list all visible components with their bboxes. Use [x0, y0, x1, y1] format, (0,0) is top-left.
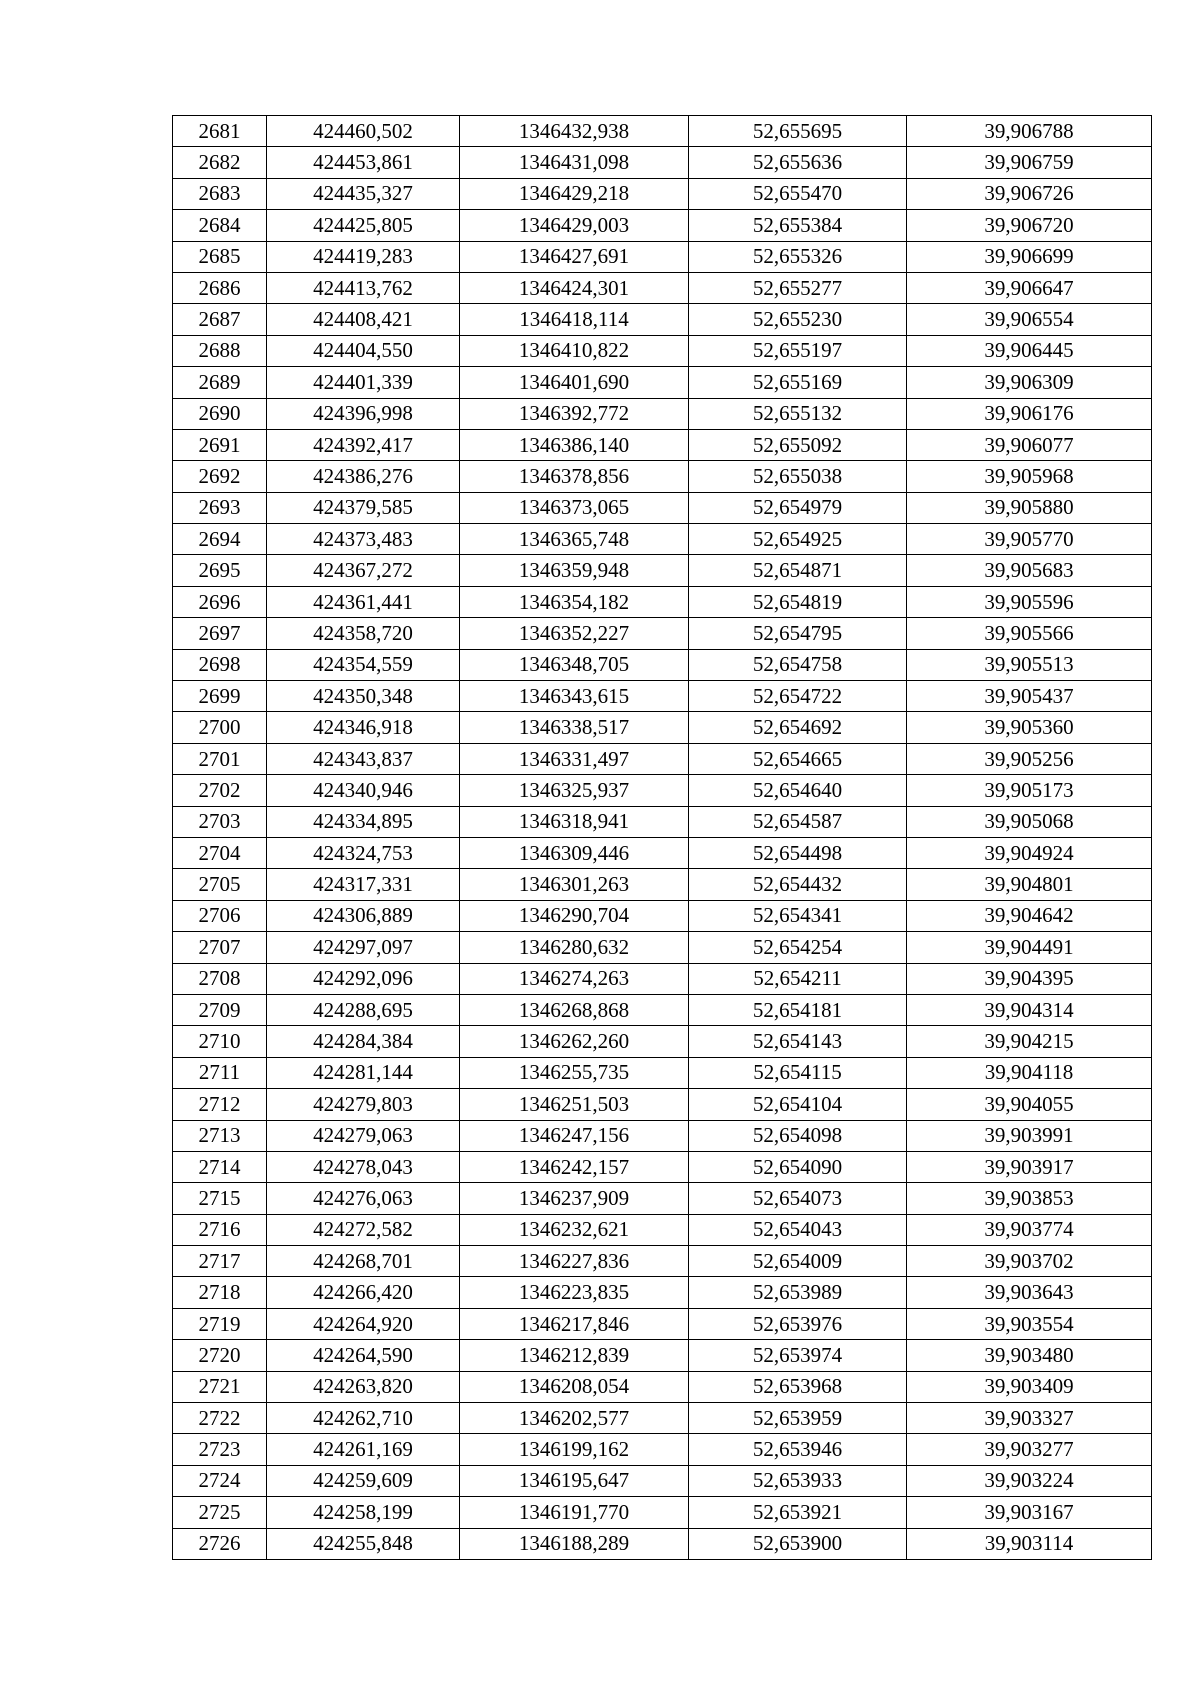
- table-row: [173, 837, 1152, 868]
- point-number-cell: 2685: [173, 241, 267, 272]
- y-coordinate-cell: 1346188,289: [460, 1528, 689, 1559]
- x-coordinate-cell: 424379,585: [267, 492, 460, 523]
- latitude-cell: 52,653959: [689, 1403, 907, 1434]
- y-coordinate-cell: 1346386,140: [460, 429, 689, 460]
- longitude-cell: 39,905068: [907, 806, 1152, 837]
- x-coordinate-cell: 424276,063: [267, 1183, 460, 1214]
- table-row: [173, 367, 1152, 398]
- latitude-cell: 52,654871: [689, 555, 907, 586]
- y-coordinate-cell: 1346338,517: [460, 712, 689, 743]
- point-number-cell: 2706: [173, 900, 267, 931]
- table-row: [173, 429, 1152, 460]
- y-coordinate-cell: 1346373,065: [460, 492, 689, 523]
- point-number-cell: 2681: [173, 116, 267, 147]
- table-row: [173, 900, 1152, 931]
- table-row: [173, 1434, 1152, 1465]
- longitude-cell: 39,904642: [907, 900, 1152, 931]
- point-number-cell: 2695: [173, 555, 267, 586]
- x-coordinate-cell: 424386,276: [267, 461, 460, 492]
- y-coordinate-cell: 1346429,218: [460, 178, 689, 209]
- longitude-cell: 39,905360: [907, 712, 1152, 743]
- point-number-cell: 2683: [173, 178, 267, 209]
- table-row: [173, 461, 1152, 492]
- point-number-cell: 2710: [173, 1026, 267, 1057]
- longitude-cell: 39,903917: [907, 1151, 1152, 1182]
- latitude-cell: 52,653989: [689, 1277, 907, 1308]
- longitude-cell: 39,905566: [907, 618, 1152, 649]
- y-coordinate-cell: 1346432,938: [460, 116, 689, 147]
- latitude-cell: 52,654587: [689, 806, 907, 837]
- x-coordinate-cell: 424288,695: [267, 994, 460, 1025]
- y-coordinate-cell: 1346354,182: [460, 586, 689, 617]
- table-row: [173, 806, 1152, 837]
- x-coordinate-cell: 424292,096: [267, 963, 460, 994]
- y-coordinate-cell: 1346429,003: [460, 210, 689, 241]
- x-coordinate-cell: 424425,805: [267, 210, 460, 241]
- latitude-cell: 52,653976: [689, 1308, 907, 1339]
- point-number-cell: 2705: [173, 869, 267, 900]
- point-number-cell: 2684: [173, 210, 267, 241]
- longitude-cell: 39,903409: [907, 1371, 1152, 1402]
- point-number-cell: 2721: [173, 1371, 267, 1402]
- x-coordinate-cell: 424297,097: [267, 932, 460, 963]
- table-row: [173, 1371, 1152, 1402]
- y-coordinate-cell: 1346242,157: [460, 1151, 689, 1182]
- x-coordinate-cell: 424259,609: [267, 1465, 460, 1496]
- latitude-cell: 52,655636: [689, 147, 907, 178]
- x-coordinate-cell: 424373,483: [267, 524, 460, 555]
- x-coordinate-cell: 424460,502: [267, 116, 460, 147]
- y-coordinate-cell: 1346199,162: [460, 1434, 689, 1465]
- latitude-cell: 52,655326: [689, 241, 907, 272]
- latitude-cell: 52,654143: [689, 1026, 907, 1057]
- y-coordinate-cell: 1346410,822: [460, 335, 689, 366]
- y-coordinate-cell: 1346301,263: [460, 869, 689, 900]
- latitude-cell: 52,655092: [689, 429, 907, 460]
- y-coordinate-cell: 1346217,846: [460, 1308, 689, 1339]
- point-number-cell: 2712: [173, 1089, 267, 1120]
- y-coordinate-cell: 1346247,156: [460, 1120, 689, 1151]
- y-coordinate-cell: 1346359,948: [460, 555, 689, 586]
- table-row: [173, 1246, 1152, 1277]
- x-coordinate-cell: 424408,421: [267, 304, 460, 335]
- y-coordinate-cell: 1346331,497: [460, 743, 689, 774]
- y-coordinate-cell: 1346191,770: [460, 1497, 689, 1528]
- coordinates-table: [172, 115, 1152, 1560]
- longitude-cell: 39,904215: [907, 1026, 1152, 1057]
- table-row: [173, 492, 1152, 523]
- latitude-cell: 52,654819: [689, 586, 907, 617]
- table-row: [173, 1183, 1152, 1214]
- longitude-cell: 39,903774: [907, 1214, 1152, 1245]
- point-number-cell: 2719: [173, 1308, 267, 1339]
- longitude-cell: 39,906759: [907, 147, 1152, 178]
- longitude-cell: 39,906720: [907, 210, 1152, 241]
- latitude-cell: 52,655277: [689, 272, 907, 303]
- y-coordinate-cell: 1346212,839: [460, 1340, 689, 1371]
- coordinates-table-body: [173, 116, 1152, 1560]
- table-row: [173, 555, 1152, 586]
- x-coordinate-cell: 424281,144: [267, 1057, 460, 1088]
- longitude-cell: 39,904055: [907, 1089, 1152, 1120]
- point-number-cell: 2692: [173, 461, 267, 492]
- x-coordinate-cell: 424361,441: [267, 586, 460, 617]
- x-coordinate-cell: 424264,920: [267, 1308, 460, 1339]
- longitude-cell: 39,903327: [907, 1403, 1152, 1434]
- x-coordinate-cell: 424396,998: [267, 398, 460, 429]
- point-number-cell: 2713: [173, 1120, 267, 1151]
- longitude-cell: 39,904395: [907, 963, 1152, 994]
- latitude-cell: 52,654341: [689, 900, 907, 931]
- y-coordinate-cell: 1346343,615: [460, 681, 689, 712]
- longitude-cell: 39,905513: [907, 649, 1152, 680]
- table-row: [173, 775, 1152, 806]
- latitude-cell: 52,654043: [689, 1214, 907, 1245]
- latitude-cell: 52,654254: [689, 932, 907, 963]
- point-number-cell: 2704: [173, 837, 267, 868]
- point-number-cell: 2714: [173, 1151, 267, 1182]
- latitude-cell: 52,655230: [689, 304, 907, 335]
- longitude-cell: 39,905880: [907, 492, 1152, 523]
- x-coordinate-cell: 424266,420: [267, 1277, 460, 1308]
- y-coordinate-cell: 1346318,941: [460, 806, 689, 837]
- y-coordinate-cell: 1346274,263: [460, 963, 689, 994]
- longitude-cell: 39,906647: [907, 272, 1152, 303]
- longitude-cell: 39,905770: [907, 524, 1152, 555]
- y-coordinate-cell: 1346268,868: [460, 994, 689, 1025]
- point-number-cell: 2709: [173, 994, 267, 1025]
- point-number-cell: 2699: [173, 681, 267, 712]
- longitude-cell: 39,903991: [907, 1120, 1152, 1151]
- point-number-cell: 2717: [173, 1246, 267, 1277]
- x-coordinate-cell: 424401,339: [267, 367, 460, 398]
- longitude-cell: 39,906554: [907, 304, 1152, 335]
- longitude-cell: 39,905683: [907, 555, 1152, 586]
- table-row: [173, 586, 1152, 617]
- latitude-cell: 52,655038: [689, 461, 907, 492]
- y-coordinate-cell: 1346401,690: [460, 367, 689, 398]
- table-row: [173, 304, 1152, 335]
- latitude-cell: 52,654211: [689, 963, 907, 994]
- point-number-cell: 2694: [173, 524, 267, 555]
- point-number-cell: 2687: [173, 304, 267, 335]
- table-row: [173, 524, 1152, 555]
- table-row: [173, 932, 1152, 963]
- longitude-cell: 39,904118: [907, 1057, 1152, 1088]
- x-coordinate-cell: 424284,384: [267, 1026, 460, 1057]
- point-number-cell: 2720: [173, 1340, 267, 1371]
- latitude-cell: 52,654758: [689, 649, 907, 680]
- point-number-cell: 2703: [173, 806, 267, 837]
- longitude-cell: 39,906077: [907, 429, 1152, 460]
- latitude-cell: 52,653900: [689, 1528, 907, 1559]
- latitude-cell: 52,655197: [689, 335, 907, 366]
- latitude-cell: 52,654795: [689, 618, 907, 649]
- latitude-cell: 52,655384: [689, 210, 907, 241]
- longitude-cell: 39,903554: [907, 1308, 1152, 1339]
- longitude-cell: 39,905256: [907, 743, 1152, 774]
- point-number-cell: 2693: [173, 492, 267, 523]
- longitude-cell: 39,903480: [907, 1340, 1152, 1371]
- longitude-cell: 39,904801: [907, 869, 1152, 900]
- longitude-cell: 39,903643: [907, 1277, 1152, 1308]
- point-number-cell: 2698: [173, 649, 267, 680]
- x-coordinate-cell: 424258,199: [267, 1497, 460, 1528]
- y-coordinate-cell: 1346202,577: [460, 1403, 689, 1434]
- longitude-cell: 39,905596: [907, 586, 1152, 617]
- table-row: [173, 618, 1152, 649]
- latitude-cell: 52,654432: [689, 869, 907, 900]
- latitude-cell: 52,654925: [689, 524, 907, 555]
- table-row: [173, 1089, 1152, 1120]
- table-row: [173, 1057, 1152, 1088]
- point-number-cell: 2726: [173, 1528, 267, 1559]
- table-row: [173, 649, 1152, 680]
- latitude-cell: 52,653921: [689, 1497, 907, 1528]
- point-number-cell: 2696: [173, 586, 267, 617]
- latitude-cell: 52,655132: [689, 398, 907, 429]
- x-coordinate-cell: 424453,861: [267, 147, 460, 178]
- x-coordinate-cell: 424279,063: [267, 1120, 460, 1151]
- table-row: [173, 712, 1152, 743]
- x-coordinate-cell: 424261,169: [267, 1434, 460, 1465]
- latitude-cell: 52,655695: [689, 116, 907, 147]
- latitude-cell: 52,653933: [689, 1465, 907, 1496]
- x-coordinate-cell: 424392,417: [267, 429, 460, 460]
- longitude-cell: 39,906309: [907, 367, 1152, 398]
- longitude-cell: 39,905968: [907, 461, 1152, 492]
- point-number-cell: 2682: [173, 147, 267, 178]
- x-coordinate-cell: 424419,283: [267, 241, 460, 272]
- x-coordinate-cell: 424264,590: [267, 1340, 460, 1371]
- point-number-cell: 2700: [173, 712, 267, 743]
- x-coordinate-cell: 424404,550: [267, 335, 460, 366]
- y-coordinate-cell: 1346237,909: [460, 1183, 689, 1214]
- latitude-cell: 52,654498: [689, 837, 907, 868]
- latitude-cell: 52,654104: [689, 1089, 907, 1120]
- latitude-cell: 52,654009: [689, 1246, 907, 1277]
- latitude-cell: 52,653968: [689, 1371, 907, 1402]
- table-row: [173, 1277, 1152, 1308]
- table-row: [173, 1528, 1152, 1559]
- longitude-cell: 39,904491: [907, 932, 1152, 963]
- y-coordinate-cell: 1346431,098: [460, 147, 689, 178]
- longitude-cell: 39,905437: [907, 681, 1152, 712]
- table-row: [173, 743, 1152, 774]
- longitude-cell: 39,904314: [907, 994, 1152, 1025]
- y-coordinate-cell: 1346365,748: [460, 524, 689, 555]
- longitude-cell: 39,905173: [907, 775, 1152, 806]
- longitude-cell: 39,903702: [907, 1246, 1152, 1277]
- x-coordinate-cell: 424367,272: [267, 555, 460, 586]
- y-coordinate-cell: 1346352,227: [460, 618, 689, 649]
- x-coordinate-cell: 424340,946: [267, 775, 460, 806]
- y-coordinate-cell: 1346223,835: [460, 1277, 689, 1308]
- point-number-cell: 2725: [173, 1497, 267, 1528]
- longitude-cell: 39,903277: [907, 1434, 1152, 1465]
- x-coordinate-cell: 424278,043: [267, 1151, 460, 1182]
- x-coordinate-cell: 424346,918: [267, 712, 460, 743]
- table-row: [173, 210, 1152, 241]
- longitude-cell: 39,903853: [907, 1183, 1152, 1214]
- point-number-cell: 2689: [173, 367, 267, 398]
- y-coordinate-cell: 1346195,647: [460, 1465, 689, 1496]
- latitude-cell: 52,654979: [689, 492, 907, 523]
- x-coordinate-cell: 424279,803: [267, 1089, 460, 1120]
- table-row: [173, 1497, 1152, 1528]
- latitude-cell: 52,653974: [689, 1340, 907, 1371]
- longitude-cell: 39,904924: [907, 837, 1152, 868]
- x-coordinate-cell: 424317,331: [267, 869, 460, 900]
- point-number-cell: 2724: [173, 1465, 267, 1496]
- y-coordinate-cell: 1346427,691: [460, 241, 689, 272]
- point-number-cell: 2718: [173, 1277, 267, 1308]
- table-row: [173, 994, 1152, 1025]
- table-row: [173, 1340, 1152, 1371]
- x-coordinate-cell: 424358,720: [267, 618, 460, 649]
- latitude-cell: 52,654665: [689, 743, 907, 774]
- point-number-cell: 2697: [173, 618, 267, 649]
- table-row: [173, 116, 1152, 147]
- point-number-cell: 2715: [173, 1183, 267, 1214]
- x-coordinate-cell: 424272,582: [267, 1214, 460, 1245]
- point-number-cell: 2691: [173, 429, 267, 460]
- point-number-cell: 2722: [173, 1403, 267, 1434]
- longitude-cell: 39,903167: [907, 1497, 1152, 1528]
- y-coordinate-cell: 1346262,260: [460, 1026, 689, 1057]
- x-coordinate-cell: 424262,710: [267, 1403, 460, 1434]
- x-coordinate-cell: 424255,848: [267, 1528, 460, 1559]
- table-row: [173, 272, 1152, 303]
- x-coordinate-cell: 424343,837: [267, 743, 460, 774]
- y-coordinate-cell: 1346348,705: [460, 649, 689, 680]
- latitude-cell: 52,654722: [689, 681, 907, 712]
- table-row: [173, 1465, 1152, 1496]
- y-coordinate-cell: 1346208,054: [460, 1371, 689, 1402]
- point-number-cell: 2707: [173, 932, 267, 963]
- longitude-cell: 39,906726: [907, 178, 1152, 209]
- table-row: [173, 1403, 1152, 1434]
- longitude-cell: 39,903114: [907, 1528, 1152, 1559]
- table-row: [173, 963, 1152, 994]
- y-coordinate-cell: 1346251,503: [460, 1089, 689, 1120]
- point-number-cell: 2708: [173, 963, 267, 994]
- latitude-cell: 52,654692: [689, 712, 907, 743]
- latitude-cell: 52,655470: [689, 178, 907, 209]
- x-coordinate-cell: 424324,753: [267, 837, 460, 868]
- latitude-cell: 52,653946: [689, 1434, 907, 1465]
- table-row: [173, 398, 1152, 429]
- y-coordinate-cell: 1346418,114: [460, 304, 689, 335]
- latitude-cell: 52,654181: [689, 994, 907, 1025]
- y-coordinate-cell: 1346325,937: [460, 775, 689, 806]
- y-coordinate-cell: 1346227,836: [460, 1246, 689, 1277]
- table-row: [173, 178, 1152, 209]
- y-coordinate-cell: 1346280,632: [460, 932, 689, 963]
- point-number-cell: 2686: [173, 272, 267, 303]
- point-number-cell: 2702: [173, 775, 267, 806]
- longitude-cell: 39,906699: [907, 241, 1152, 272]
- y-coordinate-cell: 1346232,621: [460, 1214, 689, 1245]
- x-coordinate-cell: 424263,820: [267, 1371, 460, 1402]
- latitude-cell: 52,654073: [689, 1183, 907, 1214]
- y-coordinate-cell: 1346290,704: [460, 900, 689, 931]
- table-row: [173, 1151, 1152, 1182]
- y-coordinate-cell: 1346392,772: [460, 398, 689, 429]
- table-row: [173, 869, 1152, 900]
- table-row: [173, 241, 1152, 272]
- table-row: [173, 681, 1152, 712]
- x-coordinate-cell: 424334,895: [267, 806, 460, 837]
- point-number-cell: 2711: [173, 1057, 267, 1088]
- point-number-cell: 2690: [173, 398, 267, 429]
- latitude-cell: 52,654098: [689, 1120, 907, 1151]
- point-number-cell: 2701: [173, 743, 267, 774]
- table-row: [173, 1214, 1152, 1245]
- longitude-cell: 39,906176: [907, 398, 1152, 429]
- table-row: [173, 335, 1152, 366]
- y-coordinate-cell: 1346255,735: [460, 1057, 689, 1088]
- point-number-cell: 2716: [173, 1214, 267, 1245]
- x-coordinate-cell: 424413,762: [267, 272, 460, 303]
- x-coordinate-cell: 424268,701: [267, 1246, 460, 1277]
- table-row: [173, 1026, 1152, 1057]
- table-row: [173, 147, 1152, 178]
- longitude-cell: 39,906445: [907, 335, 1152, 366]
- x-coordinate-cell: 424435,327: [267, 178, 460, 209]
- x-coordinate-cell: 424354,559: [267, 649, 460, 680]
- latitude-cell: 52,654640: [689, 775, 907, 806]
- table-row: [173, 1120, 1152, 1151]
- y-coordinate-cell: 1346378,856: [460, 461, 689, 492]
- longitude-cell: 39,906788: [907, 116, 1152, 147]
- x-coordinate-cell: 424306,889: [267, 900, 460, 931]
- latitude-cell: 52,654115: [689, 1057, 907, 1088]
- y-coordinate-cell: 1346309,446: [460, 837, 689, 868]
- point-number-cell: 2688: [173, 335, 267, 366]
- y-coordinate-cell: 1346424,301: [460, 272, 689, 303]
- latitude-cell: 52,655169: [689, 367, 907, 398]
- latitude-cell: 52,654090: [689, 1151, 907, 1182]
- longitude-cell: 39,903224: [907, 1465, 1152, 1496]
- table-row: [173, 1308, 1152, 1339]
- x-coordinate-cell: 424350,348: [267, 681, 460, 712]
- point-number-cell: 2723: [173, 1434, 267, 1465]
